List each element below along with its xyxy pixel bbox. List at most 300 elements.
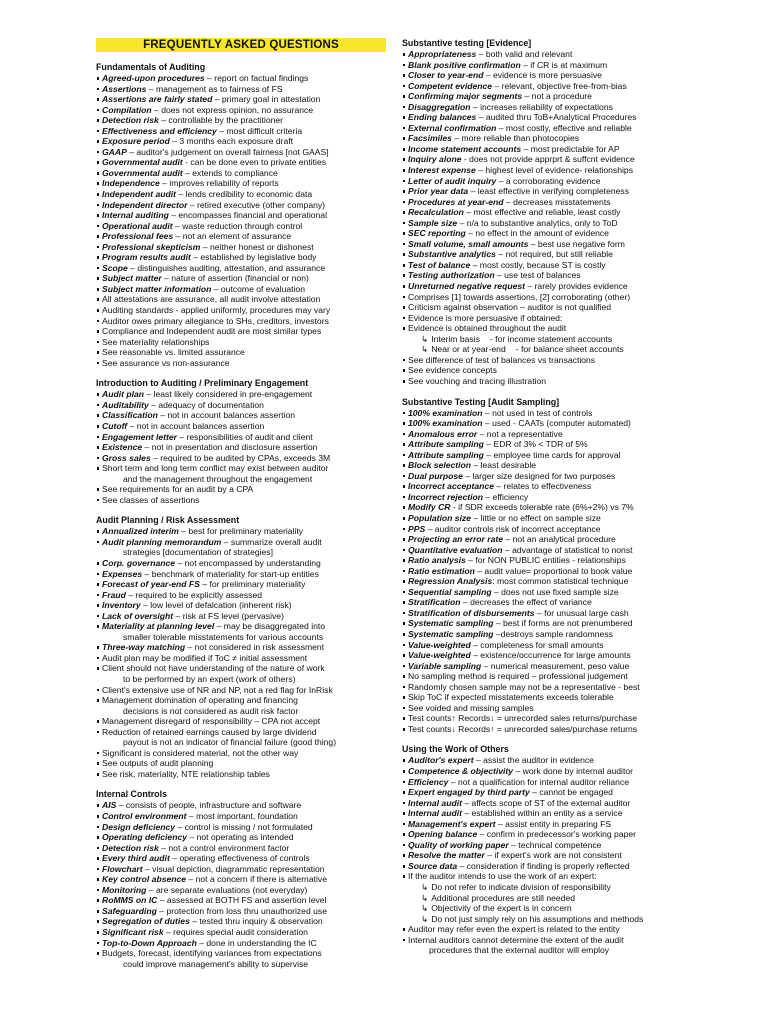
faq-item (96, 906, 386, 917)
faq-term: Governmental audit (102, 167, 183, 178)
faq-item (96, 600, 386, 611)
faq-item (402, 798, 702, 809)
faq-item (96, 400, 386, 411)
faq-term: Cutoff (102, 420, 128, 431)
faq-item (96, 843, 386, 854)
faq-term: Scope (102, 262, 128, 273)
faq-item (402, 935, 702, 956)
faq-item (96, 590, 386, 601)
faq-item (96, 495, 386, 506)
faq-term: PPS (408, 523, 426, 534)
section-audit-planning-risk-assessment (96, 515, 386, 779)
faq-text: See assurance vs non-assurance (102, 357, 230, 368)
faq-term: Confirming major segments (408, 91, 523, 102)
faq-item (402, 629, 702, 640)
faq-text: – more reliable than photocopies (451, 133, 580, 144)
faq-item (402, 871, 702, 924)
faq-item (96, 874, 386, 885)
faq-text: – waste reduction through control (172, 220, 303, 231)
faq-item (96, 748, 386, 759)
faq-continuation: smaller tolerable misstatements for various accounts (123, 631, 324, 642)
faq-text: – used - CAATs (computer automated) (482, 418, 631, 429)
faq-text: See classes of assertions (102, 494, 200, 505)
faq-term: Exposure period (102, 136, 170, 147)
faq-term: Fraud (102, 589, 126, 600)
faq-item (402, 819, 702, 830)
section-introduction-to-auditing-preliminary-engagement (96, 378, 386, 505)
faq-item (402, 513, 702, 524)
faq-text: Client's extensive use of NR and NP, not a red flag for InRisk (102, 684, 333, 695)
subitem-text: Do not just simply rely on his assumptions and methods (431, 913, 644, 924)
section-title: Introduction to Auditing / Preliminary Engagement (96, 378, 309, 389)
faq-term: Stratification (408, 597, 461, 608)
faq-item (96, 273, 386, 284)
faq-item (402, 313, 702, 324)
section-title: Substantive Testing [Audit Sampling] (402, 396, 560, 407)
faq-item (402, 524, 702, 535)
faq-item (96, 189, 386, 200)
faq-term: Audit plan (102, 389, 145, 400)
faq-text: – summarize overall audit (221, 536, 322, 547)
faq-text: Reduction of retained earnings caused by large dividend (102, 726, 317, 737)
faq-text: – employee time cards for approval (483, 449, 621, 460)
faq-item (402, 481, 702, 492)
faq-item (402, 81, 702, 92)
faq-text: – completeness for small amounts (470, 639, 604, 650)
sub-arrow-icon: ↳ (421, 344, 429, 355)
faq-term: Competent evidence (408, 80, 493, 91)
faq-text: – not a procedure (522, 91, 592, 102)
faq-text: Auditor owes primary allegiance to SHs, creditors, investors (102, 315, 329, 326)
faq-text: – controllable by the practitioner (158, 115, 284, 126)
faq-text: – most predictable for AP (521, 143, 620, 154)
faq-item (402, 787, 702, 798)
faq-list (402, 408, 702, 735)
faq-item (402, 260, 702, 271)
faq-text: See voided and missing samples (408, 702, 534, 713)
faq-text: – efficiency (482, 491, 529, 502)
faq-text: – no effect in the amount of evidence (465, 228, 609, 239)
faq-item (402, 355, 702, 366)
faq-item (96, 389, 386, 400)
faq-term: Testing authorization (408, 270, 495, 281)
faq-term: Auditor's expert (408, 755, 474, 766)
faq-item (96, 579, 386, 590)
faq-term: Systematic sampling (408, 628, 494, 639)
faq-item (96, 115, 386, 126)
faq-text: – decreases misstatements (503, 196, 611, 207)
faq-term: Ratio analysis (408, 555, 466, 566)
faq-term: Blank positive confirmation (408, 59, 521, 70)
faq-term: Three-way matching (102, 642, 186, 653)
faq-item (96, 94, 386, 105)
faq-term: Annualized interim (102, 526, 179, 537)
faq-text: – operating effectiveness of controls (169, 853, 310, 864)
faq-text: – decreases the effect of variance (460, 597, 592, 608)
faq-text: – management as to fairness of FS (146, 83, 283, 94)
faq-text: – lends credibility to economic data (176, 189, 313, 200)
faq-text: – distinguishes auditing, attestation, and assurance (127, 262, 326, 273)
faq-term: GAAP (102, 146, 127, 157)
faq-text: See requirements for an audit by a CPA (102, 484, 254, 495)
faq-term: Projecting an error rate (408, 534, 504, 545)
faq-term: Detection risk (102, 115, 159, 126)
faq-item (402, 249, 702, 260)
faq-text: – encompasses financial and operational (168, 210, 327, 221)
faq-term: Closer to year-end (408, 70, 484, 81)
faq-text: – technical competence (508, 839, 602, 850)
faq-term: Appropriateness (408, 49, 477, 59)
faq-item (402, 492, 702, 503)
faq-item (402, 123, 702, 134)
faq-item (402, 60, 702, 71)
faq-text: – evidence is more persuasive (483, 70, 602, 81)
faq-text: – consists of people, infrastructure and software (116, 800, 302, 811)
faq-text: Audit plan may be modified if ToC ≠ initial assessment (102, 652, 308, 663)
faq-text: – responsibilities of audit and client (176, 431, 313, 442)
faq-item (402, 165, 702, 176)
faq-item (402, 102, 702, 113)
faq-item (96, 432, 386, 443)
faq-text: All attestations are assurance, all audit involve attestation (102, 294, 321, 305)
faq-subitem (408, 903, 702, 914)
faq-text: If the auditor intends to use the work of an expert: (408, 871, 597, 882)
faq-term: Materiality at planning level (102, 621, 215, 632)
faq-term: Sequential sampling (408, 586, 492, 597)
faq-text: – increases reliability of expectations (470, 101, 613, 112)
faq-term: Safeguarding (102, 905, 157, 916)
faq-term: Subject matter (102, 273, 162, 284)
faq-text: – neither honest or dishonest (200, 241, 314, 252)
faq-item (402, 70, 702, 81)
faq-text: - can be done even to private entities (182, 157, 327, 168)
faq-term: 100% examination (408, 407, 483, 418)
faq-term: Recalculation (408, 207, 464, 218)
faq-item (402, 640, 702, 651)
faq-continuation: procedures that the external auditor will employ (429, 945, 610, 956)
faq-text: – not a concern if there is alternative (186, 874, 327, 885)
faq-item (402, 840, 702, 851)
sub-arrow-icon: ↳ (421, 913, 429, 924)
faq-text: : most common statistical technique (492, 576, 629, 587)
faq-term: Detection risk (102, 842, 159, 853)
subitem-detail: - for balance sheet accounts (515, 344, 624, 355)
faq-item (402, 661, 702, 672)
faq-text: – not required, but still reliable (495, 249, 613, 260)
faq-text: See materiality relationships (102, 336, 210, 347)
faq-term: Dual purpose (408, 470, 463, 481)
faq-item (96, 916, 386, 927)
faq-subitem (408, 893, 702, 904)
faq-text: – consideration if finding is properly reflected (457, 860, 630, 871)
faq-item (402, 91, 702, 102)
faq-item (402, 239, 702, 250)
faq-item (96, 695, 386, 716)
faq-text: – not a qualification for internal auditor reliance (448, 776, 630, 787)
faq-term: Small volume, small amounts (408, 238, 529, 249)
faq-term: Prior year data (408, 186, 469, 197)
faq-text: No sampling method is required – professional judgement (408, 671, 628, 682)
faq-item (96, 221, 386, 232)
faq-term: Monitoring (102, 884, 147, 895)
faq-item (96, 727, 386, 748)
faq-term: Attribute sampling (408, 439, 484, 450)
faq-item (402, 618, 702, 629)
faq-term: Top-to-Down Approach (102, 937, 197, 948)
subitem-text: Additional procedures are still needed (431, 892, 576, 903)
faq-item (96, 347, 386, 358)
faq-text: – little or no effect on sample size (471, 512, 601, 523)
faq-term: Incorrect acceptance (408, 481, 494, 492)
faq-term: Engagement letter (102, 431, 177, 442)
section-substantive-testing-evidence (402, 38, 702, 387)
faq-item (96, 136, 386, 147)
faq-item (96, 326, 386, 337)
faq-term: Professional fees (102, 231, 174, 242)
faq-text: – requires special audit consideration (163, 927, 308, 938)
faq-list (96, 526, 386, 779)
faq-term: Population size (408, 512, 472, 523)
faq-item (96, 421, 386, 432)
faq-item (402, 471, 702, 482)
faq-text: – for unusual large cash (534, 607, 629, 618)
faq-item (96, 168, 386, 179)
sub-arrow-icon: ↳ (421, 882, 429, 893)
faq-term: Facsimiles (408, 133, 452, 144)
faq-text: Management domination of operating and financing (102, 695, 298, 706)
faq-item (402, 777, 702, 788)
faq-text: Internal auditors cannot determine the extent of the audit (408, 934, 624, 945)
faq-text: Management disregard of responsibility – CPA not accept (102, 716, 321, 727)
faq-text: – not encompassed by understanding (175, 557, 321, 568)
faq-text: – relates to effectiveness (493, 481, 592, 492)
sub-arrow-icon: ↳ (421, 892, 429, 903)
faq-item (96, 200, 386, 211)
faq-list (96, 800, 386, 969)
faq-term: Program results audit (102, 252, 191, 263)
faq-item (402, 218, 702, 229)
faq-text: – done in understanding the IC (196, 937, 317, 948)
faq-text: – not a control environment factor (158, 842, 290, 853)
faq-text: – primary goal in attestation (212, 94, 321, 105)
section-title: Internal Controls (96, 789, 168, 800)
faq-item (402, 861, 702, 872)
faq-text: – auditor controls risk of incorrect acceptance (425, 523, 601, 534)
faq-text: – if expert's work are not consistent (484, 850, 622, 861)
faq-item (96, 832, 386, 843)
section-substantive-testing-audit-sampling (402, 397, 702, 735)
faq-text: Criticism against observation – auditor is not qualified (408, 302, 612, 313)
faq-term: Auditability (102, 399, 149, 410)
faq-term: Ratio estimation (408, 565, 475, 576)
faq-item (96, 178, 386, 189)
faq-item (96, 147, 386, 158)
faq-text: – best if forms are not prenumbered (493, 618, 633, 629)
faq-term: Substantive analytics (408, 249, 496, 260)
faq-term: Sample size (408, 217, 458, 228)
faq-item (96, 885, 386, 896)
faq-term: Efficiency (408, 776, 449, 787)
faq-item (402, 408, 702, 419)
faq-item (402, 460, 702, 471)
faq-item (96, 442, 386, 453)
faq-item (96, 611, 386, 622)
faq-text: – audit value= proportional to book value (474, 565, 633, 576)
faq-item (402, 608, 702, 619)
faq-item (96, 769, 386, 780)
faq-term: Compilation (102, 104, 152, 115)
faq-text: – assist entity in preparing FS (495, 818, 612, 829)
faq-term: Internal auditing (102, 210, 169, 221)
faq-text: – n/a to substantive analytics, only to ToD (457, 217, 618, 228)
section-internal-controls (96, 789, 386, 969)
faq-item (96, 642, 386, 653)
faq-text: – not an element of assurance (173, 231, 292, 242)
faq-item (402, 144, 702, 155)
faq-text: – established within an entity as a service (461, 808, 623, 819)
faq-item (96, 758, 386, 769)
faq-text: – not an analytical procedure (503, 534, 616, 545)
faq-item (96, 716, 386, 727)
faq-item (402, 576, 702, 587)
faq-item (402, 850, 702, 861)
faq-item (96, 558, 386, 569)
faq-item (96, 242, 386, 253)
faq-text: – numerical measurement, peso value (481, 660, 630, 671)
faq-item (402, 502, 702, 513)
faq-text: – assist the auditor in evidence (473, 755, 594, 766)
faq-item (402, 197, 702, 208)
faq-text: - does not provide apprprt & suffcnt evidence (461, 154, 635, 165)
faq-item (402, 176, 702, 187)
faq-term: Internal audit (408, 808, 462, 819)
faq-term: Independent audit (102, 189, 176, 200)
subitem-text: Interim basis (431, 333, 480, 344)
faq-banner: FREQUENTLY ASKED QUESTIONS (96, 38, 386, 52)
faq-term: Every third audit (102, 853, 170, 864)
right-column (402, 38, 702, 966)
section-title: Using the Work of Others (402, 744, 509, 755)
faq-term: 100% examination (408, 418, 483, 429)
faq-item (402, 755, 702, 766)
faq-text: – not a representative (477, 428, 563, 439)
faq-text: Budgets, forecast, identifying variances from expectations (102, 948, 322, 959)
faq-text: – low level of defalcation (inherent risk) (140, 600, 292, 611)
faq-text: Short term and long term conflict may exist between auditor (102, 463, 329, 474)
faq-text: – protection from loss thru unauthorized use (156, 905, 327, 916)
faq-text: See vouching and tracing illustration (408, 375, 547, 386)
faq-text: Skip ToC if expected misstatements exceeds tolerable (408, 692, 614, 703)
faq-text: - if SDR exceeds tolerable rate (6%+2%) vs 7% (450, 502, 634, 513)
faq-term: Anomalous error (408, 428, 478, 439)
faq-text: Compliance and Independent audit are most similar types (102, 326, 322, 337)
faq-text: Client should not have understanding of the nature of work (102, 663, 325, 674)
faq-term: Operational audit (102, 220, 173, 231)
left-column (96, 38, 386, 979)
faq-term: Modify CR (408, 502, 451, 513)
faq-item (402, 534, 702, 545)
faq-term: Corp. governance (102, 557, 176, 568)
faq-item (96, 105, 386, 116)
faq-item (402, 713, 702, 724)
faq-item (96, 864, 386, 875)
faq-item (402, 376, 702, 387)
faq-term: Management's expert (408, 818, 496, 829)
faq-text: – if CR is at maximum (520, 59, 608, 70)
faq-item (402, 112, 702, 123)
faq-item (402, 766, 702, 777)
faq-item (96, 453, 386, 464)
faq-item (402, 154, 702, 165)
faq-text: See reasonable vs. limited assurance (102, 347, 245, 358)
faq-text: Comprises [1] towards assertions, [2] corroborating (other) (408, 291, 631, 302)
faq-term: Inventory (102, 600, 141, 611)
faq-text: See evidence concepts (408, 365, 497, 376)
faq-continuation: to be performed by an expert (work of others) (123, 673, 296, 684)
faq-text: Auditing standards - applied uniformly, procedures may vary (102, 305, 331, 316)
section-fundamentals-of-auditing (96, 62, 386, 368)
faq-term: Independence (102, 178, 160, 189)
faq-text: Randomly chosen sample may not be a representative - best (408, 681, 640, 692)
faq-term: Significant risk (102, 927, 164, 938)
faq-text: – extends to compliance (182, 167, 278, 178)
faq-text: – affects scope of ST of the external auditor (461, 797, 631, 808)
faq-text: – outcome of evaluation (211, 283, 305, 294)
faq-text: – larger size designed for two purposes (462, 470, 616, 481)
faq-text: –destroys sample randomness (493, 628, 613, 639)
faq-term: Key control absence (102, 874, 187, 885)
faq-item (402, 429, 702, 440)
faq-term: Incorrect rejection (408, 491, 483, 502)
subitem-text: Near or at year-end (431, 344, 506, 355)
faq-text: – risk at FS level (pervasive) (173, 610, 284, 621)
faq-text: – are separate evaluations (not everyday) (146, 884, 308, 895)
faq-term: Inquiry alone (408, 154, 462, 165)
faq-term: Flowchart (102, 863, 143, 874)
section-title: Audit Planning / Risk Assessment (96, 515, 240, 526)
faq-text: – retired executive (other company) (187, 199, 326, 210)
faq-continuation: payout is not an indicator of financial failure (good thing) (123, 737, 337, 748)
faq-term: Control environment (102, 811, 187, 821)
faq-text: See difference of test of balances vs transactions (408, 354, 596, 365)
faq-continuation: and the management throughout the engagement (123, 473, 313, 484)
faq-text: – auditor's judgement on overall fairness [not GAAS] (126, 146, 329, 157)
faq-item (402, 207, 702, 218)
faq-text: – required to be explicitly assessed (125, 589, 263, 600)
faq-continuation: decisions is not considered as audit risk factor (123, 705, 299, 716)
faq-item (402, 450, 702, 461)
faq-continuation: strategies [documentation of strategies] (123, 547, 273, 558)
faq-item (96, 927, 386, 938)
faq-text: – assessed at BOTH FS and assertion level (157, 895, 327, 906)
faq-text: – advantage of statistical to nonst (502, 544, 633, 555)
faq-term: Disaggregation (408, 101, 471, 112)
faq-term: Effectiveness and efficiency (102, 125, 217, 136)
faq-term: Ending balances (408, 112, 477, 123)
faq-text: – does not express opinion, no assurance (151, 104, 314, 115)
faq-item (402, 555, 702, 566)
faq-item (96, 252, 386, 263)
faq-text: – not used in test of controls (482, 407, 593, 418)
section-title: Fundamentals of Auditing (96, 62, 206, 72)
faq-item (402, 703, 702, 714)
sub-arrow-icon: ↳ (421, 333, 429, 344)
faq-item (96, 653, 386, 664)
faq-item (96, 800, 386, 811)
faq-text: – adequacy of documentation (148, 399, 264, 410)
faq-item (96, 895, 386, 906)
faq-text: – rarely provides evidence (525, 281, 628, 292)
